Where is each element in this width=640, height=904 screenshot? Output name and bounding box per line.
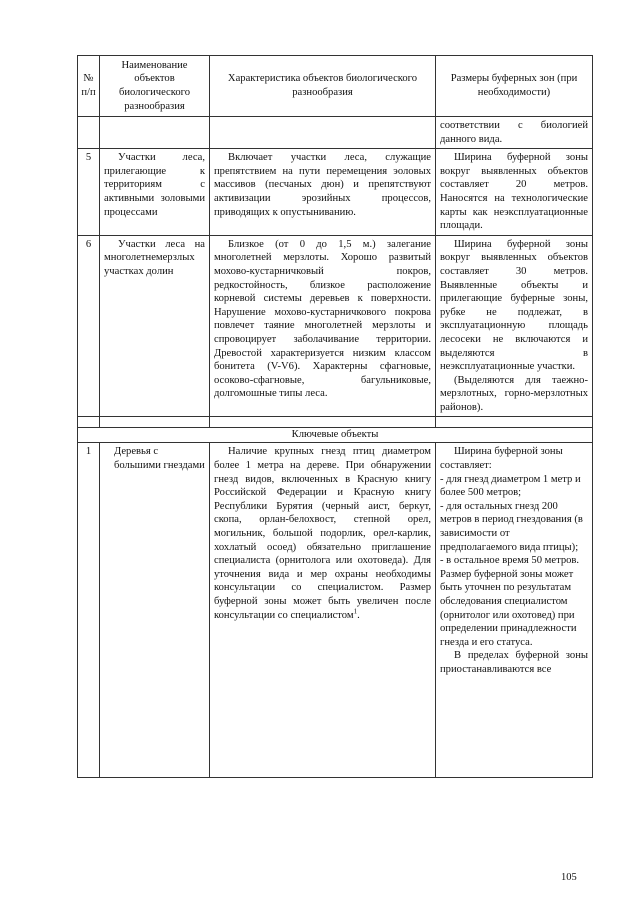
section-row [78, 428, 593, 443]
page-number: 105 [561, 872, 577, 883]
object-name: Деревья с большими гнездами [100, 443, 210, 778]
section-title: Ключевые объекты [78, 428, 593, 443]
buffer-intro: Ширина буферной зоны составляет: [440, 446, 563, 472]
header-buffer: Размеры буферных зон (при необходимости) [436, 56, 593, 117]
object-name: Участки леса на многолетнемерзлых участках долин [100, 235, 210, 417]
table-row [78, 235, 593, 417]
header-name: Наименование объектов биологического разнообразия [100, 56, 210, 117]
buffer-note: (Выделяются для таежно-мерзлотных, горно-мерзлотных районов). [440, 374, 588, 413]
buffer-list [440, 473, 588, 650]
buffer-size [436, 443, 593, 778]
object-name: Участки леса, прилегающие к территориям с активными золовыми процессами [100, 149, 210, 236]
buffer-text: Ширина буферной зоны вокруг выявленных объектов составляет 30 метров. Выявленные объекты и прилегающие буферные зоны, рубке не подлежат, в эксплуатационную площадь лесосеки не включаются и выделяются в неэксплуатационные участки. [440, 238, 588, 373]
continuation-buffer: соответствии с биологией данного вида. [436, 117, 593, 149]
header-num: № п/п [78, 56, 100, 117]
separator-row [78, 417, 593, 428]
buffer-tail: В пределах буферной зоны приостанавливаются все [440, 650, 588, 675]
footnote-ref: 1 [353, 607, 358, 616]
biodiversity-table [77, 55, 593, 778]
continuation-row [78, 117, 593, 149]
object-description: Включает участки леса, служащие препятствием на пути перемещения эоловых массивов (песчаных дюн) и препятствуют активизации эрозийных процессов, приводящих к опустыниванию. [210, 149, 436, 236]
row-number: 5 [78, 149, 100, 236]
list-item: - для гнезд диаметром 1 метр и более 500 метров; [440, 473, 581, 499]
list-item: - в остальное время 50 метров. Размер буферной зоны может быть уточнен по результатам обследования специалистом (орнитолог или охотовед) при определении принадлежности гнезда и его статуса. [440, 555, 580, 648]
row-number: 1 [78, 443, 100, 778]
header-row [78, 56, 593, 117]
table-row [78, 149, 593, 236]
header-desc: Характеристика объектов биологического разнообразия [210, 56, 436, 117]
description-text: Наличие крупных гнезд птиц диаметром более 1 метра на дереве. При обнаружении гнезд видов, включенных в Красную книгу Российской Федерации и Красную книгу Республики Бурятия (черный аист, беркут, скопа, орлан-белохвост, степной орел, могильник, большой подорлик, орел-карлик, хохлатый осоед) обязательно приглашение специалиста (орнитолога или охотоведа). Для уточнения вида и мер охраны необходимы консультации со специалистом. Размер буферной зоны может быть увеличен после консультации со специалистом [214, 446, 431, 621]
buffer-size [436, 235, 593, 417]
row-number: 6 [78, 235, 100, 417]
table-row [78, 443, 593, 778]
buffer-size: Ширина буферной зоны вокруг выявленных объектов составляет 20 метров. Наносятся на технологические карты как неэксплуатационные площади. [436, 149, 593, 236]
object-description: Наличие крупных гнезд птиц диаметром более 1 метра на дереве. При обнаружении гнезд видов, включенных в Красную книгу Российской Федерации и Красную книгу Республики Бурятия (черный аист, беркут, скопа, орлан-белохвост, степной орел, могильник, большой подорлик, орел-карлик, хохлатый осоед) обязательно приглашение специалиста (орнитолога или охотоведа). Для уточнения вида и мер охраны необходимы консультации со специалистом. Размер буферной зоны может быть увеличен после консультации со специалистом$^1$. [210, 443, 436, 778]
list-item: - для остальных гнезд 200 метров в период гнездования (в зависимости от предполагаемого вида птицы); [440, 500, 583, 553]
object-description: Близкое (от 0 до 1,5 м.) залегание многолетней мерзлоты. Хорошо развитый мохово-кустарничковый покров, редкостойность, близкое расположение корневой системы деревьев к поверхности. Нарушение мохово-кустарничкового покрова повлечет таяние многолетней мерзлоты и спровоцирует заболачивание территории. Древостой характеризуется низким классом бонитета (V-V6). Характерны сфагновые, осоково-сфагновые, багульниковые, долгомошные типы леса. [210, 235, 436, 417]
